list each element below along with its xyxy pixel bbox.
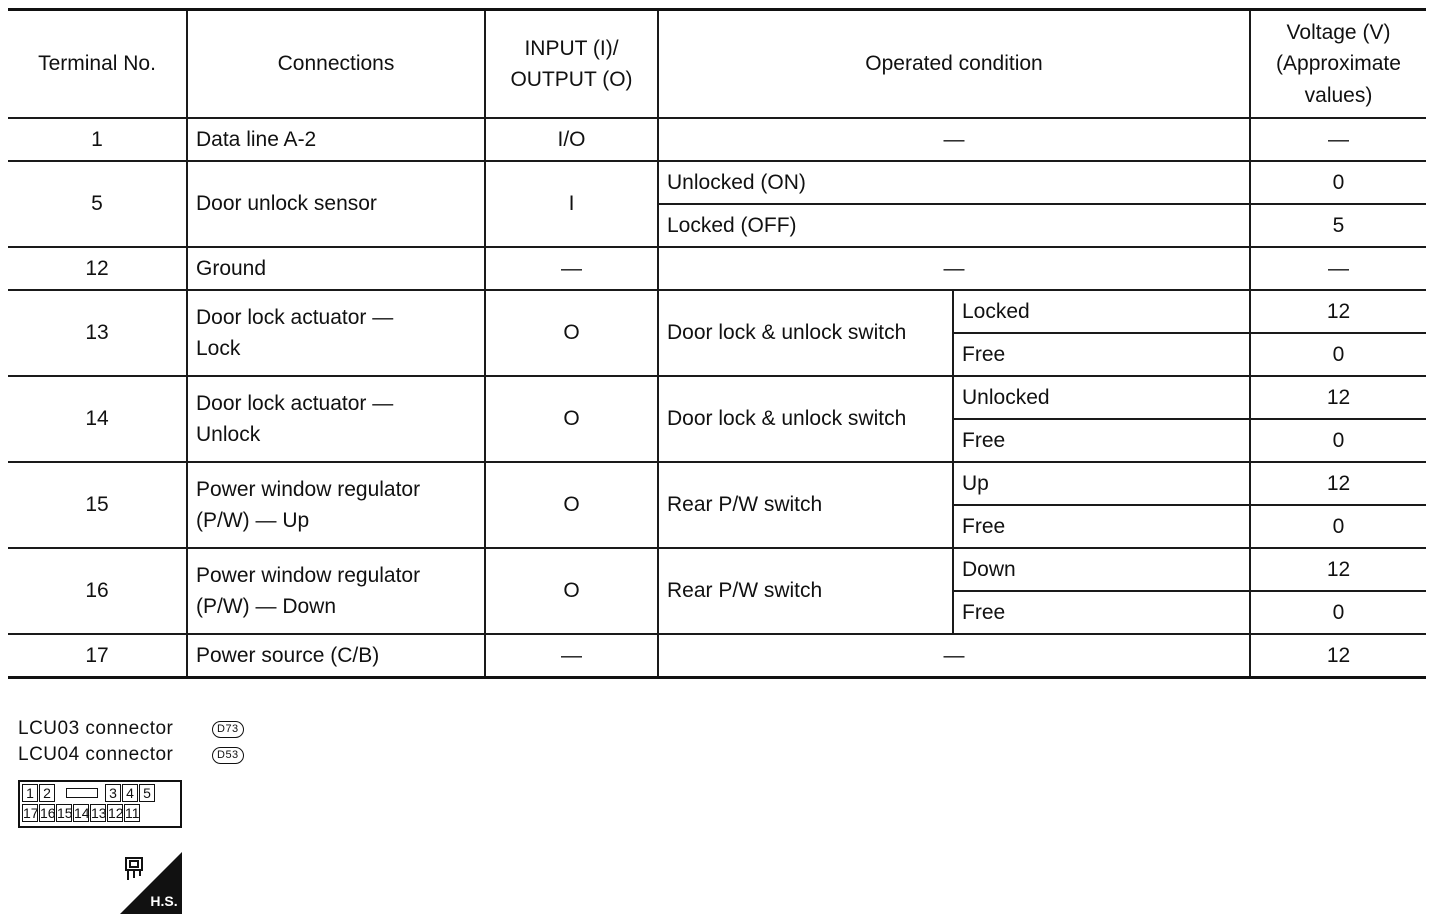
io-cell: O xyxy=(485,376,658,462)
io-cell: — xyxy=(485,247,658,290)
state-cell: Free xyxy=(953,591,1250,634)
connection-cell: Data line A-2 xyxy=(187,118,485,161)
table-row-terminal-13 xyxy=(8,290,1426,333)
legend-lcu03-label: LCU03 connector xyxy=(18,718,174,739)
pin-row-top xyxy=(22,784,156,802)
pin: 5 xyxy=(139,784,155,802)
connector-badge-d73: D73 xyxy=(212,721,244,738)
state-cell: Up xyxy=(953,462,1250,505)
condition-cell: Rear P/W switch xyxy=(658,548,953,634)
pin: 4 xyxy=(122,784,138,802)
terminal-cell: 13 xyxy=(8,290,187,376)
pin: 17 xyxy=(23,805,39,821)
voltage-cell: 5 xyxy=(1250,204,1426,247)
table-row-terminal-15 xyxy=(8,462,1426,505)
terminal-cell: 16 xyxy=(8,548,187,634)
condition-cell: Rear P/W switch xyxy=(658,462,953,548)
terminal-cell: 14 xyxy=(8,376,187,462)
pin: 16 xyxy=(40,805,56,821)
voltage-cell: 12 xyxy=(1250,634,1426,677)
state-cell: Down xyxy=(953,548,1250,591)
table-row-terminal-14 xyxy=(8,376,1426,419)
hs-emblem-icon xyxy=(120,852,182,914)
connection-line1: Power window regulator xyxy=(196,477,421,501)
connector-key-icon xyxy=(56,784,104,802)
terminal-cell: 15 xyxy=(8,462,187,548)
pin: 2 xyxy=(39,784,55,802)
condition-cell: — xyxy=(658,247,1250,290)
terminal-cell: 5 xyxy=(8,161,187,247)
connection-cell: Door unlock sensor xyxy=(187,161,485,247)
io-cell: O xyxy=(485,548,658,634)
header-voltage-line2: (Approximate xyxy=(1276,52,1401,76)
connection-cell: Ground xyxy=(187,247,485,290)
legend-lcu04-label: LCU04 connector xyxy=(18,744,174,765)
terminal-cell: 1 xyxy=(8,118,187,161)
header-io-line1: INPUT (I)/ xyxy=(524,36,619,60)
table-row-terminal-5 xyxy=(8,161,1426,204)
connection-line2: (P/W) — Up xyxy=(196,509,310,532)
voltage-cell: 0 xyxy=(1250,591,1426,634)
connection-cell xyxy=(187,376,485,462)
header-io xyxy=(485,10,658,119)
state-cell: Free xyxy=(953,505,1250,548)
pin: 14 xyxy=(74,805,90,821)
condition-cell: Locked (OFF) xyxy=(658,204,1250,247)
connection-line1: Door lock actuator — xyxy=(196,391,394,415)
voltage-cell: 12 xyxy=(1250,548,1426,591)
harness-icon xyxy=(126,858,142,880)
connection-line1: Power window regulator xyxy=(196,563,421,587)
condition-cell: — xyxy=(658,634,1250,677)
voltage-cell: 12 xyxy=(1250,376,1426,419)
connection-cell: Power source (C/B) xyxy=(187,634,485,677)
header-condition: Operated condition xyxy=(658,10,1250,119)
connector-pin-diagram xyxy=(18,780,182,828)
io-cell: O xyxy=(485,462,658,548)
connector-badge-d53: D53 xyxy=(212,747,244,764)
io-cell: I/O xyxy=(485,118,658,161)
header-voltage-line1: Voltage (V) xyxy=(1286,20,1391,44)
voltage-cell: — xyxy=(1250,247,1426,290)
pin: 15 xyxy=(57,805,73,821)
pin-row-bottom xyxy=(22,804,141,822)
header-voltage-line3: values) xyxy=(1304,83,1373,107)
pin: 13 xyxy=(91,805,107,821)
condition-cell: Door lock & unlock switch xyxy=(658,376,953,462)
table-row-terminal-16 xyxy=(8,548,1426,591)
state-cell: Locked xyxy=(953,290,1250,333)
terminal-table xyxy=(8,8,1426,679)
header-row xyxy=(8,10,1426,119)
header-io-line2: OUTPUT (O) xyxy=(510,68,633,91)
condition-cell: Door lock & unlock switch xyxy=(658,290,953,376)
state-cell: Free xyxy=(953,333,1250,376)
condition-cell: Unlocked (ON) xyxy=(658,161,1250,204)
connection-line2: Unlock xyxy=(196,423,261,446)
voltage-cell: 0 xyxy=(1250,333,1426,376)
connector-legend xyxy=(18,716,244,768)
condition-cell: — xyxy=(658,118,1250,161)
header-voltage xyxy=(1250,10,1426,119)
table-row-terminal-1 xyxy=(8,118,1426,161)
terminal-cell: 12 xyxy=(8,247,187,290)
voltage-cell: 0 xyxy=(1250,161,1426,204)
voltage-cell: 0 xyxy=(1250,419,1426,462)
io-cell: I xyxy=(485,161,658,247)
pin: 1 xyxy=(22,784,38,802)
io-cell: — xyxy=(485,634,658,677)
connection-cell xyxy=(187,548,485,634)
terminal-cell: 17 xyxy=(8,634,187,677)
table-row-terminal-17 xyxy=(8,634,1426,677)
state-cell: Free xyxy=(953,419,1250,462)
io-cell: O xyxy=(485,290,658,376)
pin: 3 xyxy=(105,784,121,802)
header-terminal: Terminal No. xyxy=(8,10,187,119)
voltage-cell: — xyxy=(1250,118,1426,161)
connection-line1: Door lock actuator — xyxy=(196,305,394,329)
legend-lcu03 xyxy=(18,716,244,742)
voltage-cell: 12 xyxy=(1250,290,1426,333)
header-connections: Connections xyxy=(187,10,485,119)
pin: 12 xyxy=(108,805,124,821)
pin: 11 xyxy=(125,805,140,821)
emblem-text: H.S. xyxy=(150,893,178,909)
connection-cell xyxy=(187,290,485,376)
connection-cell xyxy=(187,462,485,548)
state-cell: Unlocked xyxy=(953,376,1250,419)
voltage-cell: 12 xyxy=(1250,462,1426,505)
connection-line2: Lock xyxy=(196,337,241,360)
legend-lcu04 xyxy=(18,742,244,768)
voltage-cell: 0 xyxy=(1250,505,1426,548)
table-row-terminal-12 xyxy=(8,247,1426,290)
connection-line2: (P/W) — Down xyxy=(196,595,337,618)
